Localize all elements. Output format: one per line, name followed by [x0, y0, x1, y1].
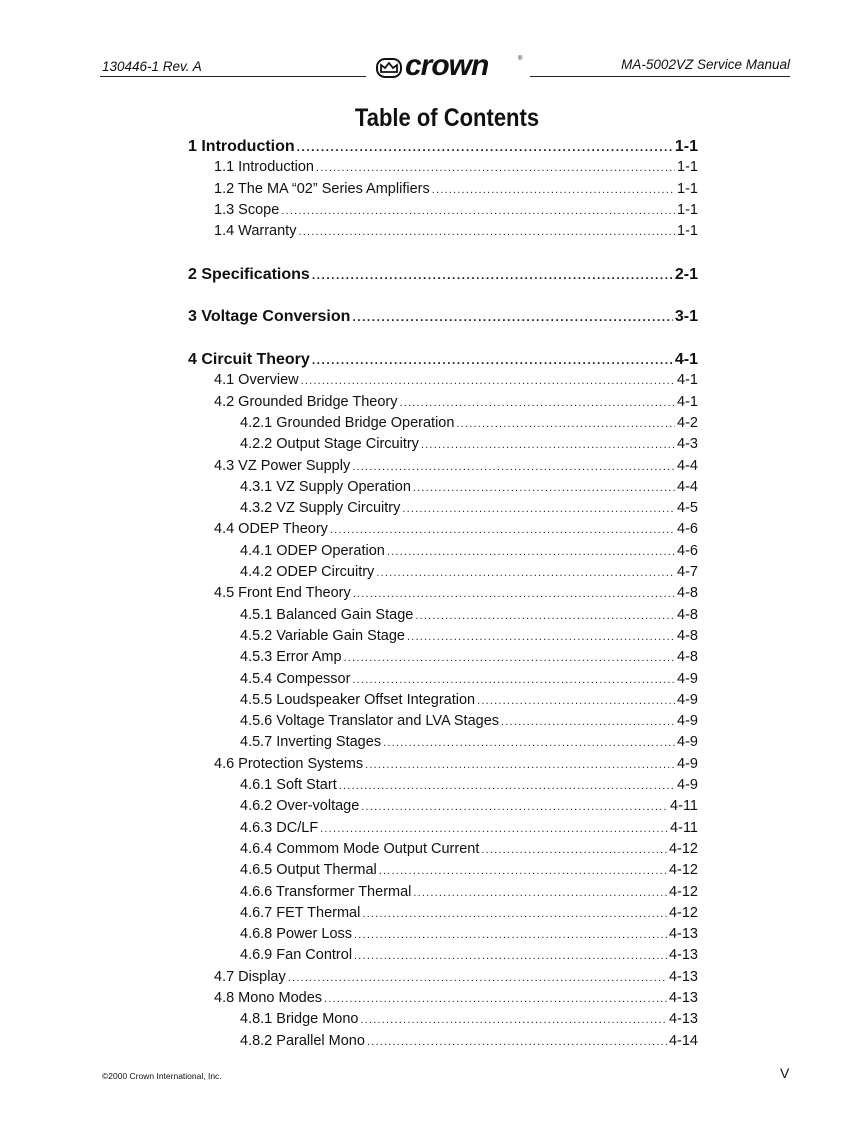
toc-entry-page: 4-11: [670, 798, 698, 815]
manual-title: MA-5002VZ Service Manual: [621, 57, 790, 72]
toc-subsection-entry: [240, 905, 698, 925]
toc-subsection-entry: [240, 1011, 698, 1031]
toc-section-entry: [214, 202, 698, 222]
toc-entry-page: 4-3: [677, 436, 698, 453]
logo-wordmark: crown: [405, 49, 489, 82]
toc-entry-label: 4.5.7 Inverting Stages: [240, 734, 382, 751]
toc-entry-label: 1 Introduction: [188, 138, 295, 155]
toc-section-entry: [214, 969, 698, 989]
toc-entry-label: 4.5 Front End Theory: [214, 585, 351, 602]
toc-chapter-entry: [188, 351, 698, 371]
dot-leader: [432, 184, 675, 196]
toc-entry-page: 4-6: [677, 521, 698, 538]
toc-section-entry: [214, 756, 698, 776]
dot-leader: [413, 887, 667, 899]
dot-leader: [456, 418, 675, 430]
dot-leader: [362, 908, 667, 920]
toc-entry-label: 1.4 Warranty: [214, 223, 297, 240]
toc-entry-label: 4.4.1 ODEP Operation: [240, 542, 385, 559]
toc-entry-label: 4.8.1 Bridge Mono: [240, 1011, 359, 1028]
toc-entry-page: 4-12: [668, 904, 698, 921]
toc-subsection-entry: [240, 628, 698, 648]
toc-chapter-entry: [188, 308, 698, 328]
dot-leader: [344, 652, 675, 664]
toc-entry-label: 4.5.4 Compessor: [240, 670, 351, 687]
page-header: [100, 49, 790, 82]
dot-leader: [352, 310, 672, 324]
toc-entry-page: 4-13: [668, 1011, 698, 1028]
toc-chapter-entry: [188, 138, 698, 158]
toc-entry-page: 4-9: [677, 777, 698, 793]
dot-leader: [361, 1014, 667, 1026]
toc-entry-page: 4-13: [668, 990, 698, 1006]
dot-leader: [361, 801, 668, 813]
dot-leader: [421, 439, 675, 451]
toc-entry-label: 2 Specifications: [188, 265, 310, 283]
toc-subsection-entry: [240, 862, 698, 882]
toc-entry-page: 4-9: [677, 670, 698, 687]
toc-entry-page: 4-14: [668, 1032, 698, 1049]
dot-leader: [353, 588, 675, 600]
toc-entry-page: 4-13: [668, 968, 698, 985]
toc-entry-label: 4.6 Protection Systems: [214, 755, 364, 772]
toc-subsection-entry: [240, 947, 698, 967]
crown-icon: [376, 58, 402, 78]
toc-subsection-entry: [240, 607, 698, 627]
dot-leader: [312, 268, 673, 282]
toc-subsection-entry: [240, 543, 698, 563]
toc-entry-page: 4-9: [677, 691, 698, 708]
dot-leader: [330, 524, 675, 536]
toc-section-entry: [214, 181, 698, 201]
toc-section-entry: [214, 394, 698, 414]
toc-entry-label: 4.4.2 ODEP Circuitry: [240, 564, 375, 580]
dot-leader: [402, 503, 675, 515]
toc-section-entry: [214, 585, 698, 605]
toc-entry-label: 4.5.5 Loudspeaker Offset Integration: [240, 691, 476, 708]
toc-entry-page: 4-9: [677, 734, 698, 751]
toc-entry-label: 4.6.7 FET Thermal: [240, 904, 361, 921]
toc-entry-label: 4.6.2 Over-voltage: [240, 798, 360, 815]
toc-entry-label: 4.7 Display: [214, 968, 286, 985]
toc-entry-label: 4.5.2 Variable Gain Stage: [240, 627, 405, 644]
toc-subsection-entry: [240, 734, 698, 754]
toc-entry-page: 1-1: [674, 138, 698, 155]
toc-entry-label: 4.6.8 Power Loss: [240, 926, 353, 943]
toc-subsection-entry: [240, 479, 698, 499]
header-rule-left: [100, 76, 366, 77]
toc-entry-page: 1-1: [677, 201, 698, 218]
dot-leader: [352, 461, 675, 473]
toc-entry-label: 4.6.9 Fan Control: [240, 947, 353, 964]
toc-entry-label: 4.5.6 Voltage Translator and LVA Stages: [240, 713, 500, 730]
page-title: Table of Contents: [354, 104, 540, 132]
toc-entry-page: 4-9: [677, 713, 698, 730]
toc-entry-page: 4-12: [668, 883, 698, 900]
toc-entry-page: 4-7: [677, 564, 698, 580]
dot-leader: [320, 823, 668, 835]
toc-subsection-entry: [240, 1033, 698, 1053]
toc-entry-label: 1.1 Introduction: [214, 159, 314, 176]
toc-section-entry: [214, 372, 698, 392]
toc-section-entry: [214, 458, 698, 478]
toc-subsection-entry: [240, 884, 698, 904]
toc-entry-label: 4.2.1 Grounded Bridge Operation: [240, 414, 455, 431]
toc-entry-page: 4-13: [668, 926, 698, 943]
toc-entry-page: 4-6: [677, 542, 698, 559]
dot-leader: [477, 695, 675, 707]
header-rule-right: [530, 76, 790, 77]
toc-entry-page: 4-5: [677, 500, 698, 517]
toc-entry-page: 2-1: [674, 265, 698, 283]
toc-subsection-entry: [240, 713, 698, 733]
dot-leader: [298, 226, 675, 238]
toc-section-entry: [214, 159, 698, 179]
toc-entry-page: 4-12: [668, 840, 698, 857]
toc-entry-page: 4-4: [677, 457, 698, 474]
document-number: 130446-1 Rev. A: [102, 59, 202, 74]
toc-subsection-entry: [240, 500, 698, 520]
toc-entry-label: 4.1 Overview: [214, 372, 299, 389]
toc-entry-page: 1-1: [677, 180, 698, 197]
dot-leader: [400, 397, 676, 409]
toc-entry-page: 4-1: [677, 393, 698, 410]
toc-subsection-entry: [240, 820, 698, 840]
copyright-notice: ©2000 Crown International, Inc.: [102, 1071, 222, 1081]
toc-entry-label: 1.3 Scope: [214, 201, 280, 218]
toc-entry-label: 4.6.4 Commom Mode Output Current: [240, 840, 480, 857]
toc-entry-page: 4-1: [677, 372, 698, 389]
toc-entry-label: 4.8.2 Parallel Mono: [240, 1032, 365, 1049]
toc-chapter-entry: [188, 266, 698, 286]
dot-leader: [339, 780, 675, 792]
toc-entry-page: 4-8: [677, 649, 698, 666]
toc-subsection-entry: [240, 671, 698, 691]
toc-subsection-entry: [240, 926, 698, 946]
toc-entry-page: 4-8: [677, 627, 698, 644]
toc-entry-label: 4.6.5 Output Thermal: [240, 862, 377, 879]
dot-leader: [407, 631, 675, 643]
toc-section-entry: [214, 521, 698, 541]
toc-entry-label: 4 Circuit Theory: [188, 351, 310, 368]
toc-entry-page: 4-9: [677, 755, 698, 772]
toc-entry-label: 4.4 ODEP Theory: [214, 521, 328, 538]
toc-subsection-entry: [240, 692, 698, 712]
toc-entry-label: 4.3.2 VZ Supply Circuitry: [240, 500, 401, 517]
toc-entry-page: 4-1: [674, 351, 698, 368]
toc-entry-label: 4.3 VZ Power Supply: [214, 457, 351, 474]
dot-leader: [415, 610, 675, 622]
dot-leader: [301, 375, 675, 387]
toc-entry-page: 1-1: [677, 159, 698, 176]
toc-entry-label: 4.2 Grounded Bridge Theory: [214, 393, 398, 410]
dot-leader: [352, 674, 675, 686]
toc-entry-page: 4-2: [677, 414, 698, 431]
dot-leader: [316, 162, 675, 174]
registered-mark: ®: [518, 56, 523, 62]
toc-subsection-entry: [240, 841, 698, 861]
toc-entry-page: 4-12: [668, 862, 698, 879]
toc-entry-page: 3-1: [674, 308, 698, 326]
toc-subsection-entry: [240, 649, 698, 669]
toc-section-entry: [214, 990, 698, 1010]
toc-entry-page: 1-1: [677, 223, 698, 240]
toc-entry-page: 4-4: [677, 478, 698, 495]
dot-leader: [288, 972, 667, 984]
dot-leader: [501, 716, 675, 728]
dot-leader: [324, 993, 667, 1005]
toc-entry-page: 4-8: [677, 606, 698, 623]
toc-entry-label: 1.2 The MA “02” Series Amplifiers: [214, 180, 430, 197]
dot-leader: [413, 482, 675, 494]
toc-entry-label: 4.5.3 Error Amp: [240, 649, 342, 666]
dot-leader: [379, 865, 667, 877]
dot-leader: [281, 205, 675, 217]
toc-subsection-entry: [240, 436, 698, 456]
dot-leader: [354, 950, 667, 962]
dot-leader: [383, 737, 675, 749]
dot-leader: [376, 567, 675, 579]
dot-leader: [312, 353, 673, 367]
toc-entry-label: 4.6.6 Transformer Thermal: [240, 883, 412, 900]
toc-entry-label: 4.6.3 DC/LF: [240, 819, 319, 836]
toc-entry-label: 4.3.1 VZ Supply Operation: [240, 478, 411, 495]
dot-leader: [387, 546, 675, 558]
toc-entry-page: 4-11: [670, 819, 698, 836]
toc-entry-label: 4.5.1 Balanced Gain Stage: [240, 606, 414, 623]
toc-entry-label: 4.6.1 Soft Start: [240, 777, 337, 793]
toc-subsection-entry: [240, 415, 698, 435]
dot-leader: [354, 929, 667, 941]
dot-leader: [481, 844, 667, 856]
toc-subsection-entry: [240, 798, 698, 818]
toc-section-entry: [214, 223, 698, 243]
dot-leader: [297, 140, 673, 154]
toc-subsection-entry: [240, 564, 698, 584]
dot-leader: [367, 1036, 667, 1048]
page-number: V: [780, 1065, 790, 1081]
toc-entry-page: 4-13: [668, 947, 698, 964]
toc-entry-label: 4.8 Mono Modes: [214, 990, 323, 1006]
toc-entry-label: 4.2.2 Output Stage Circuitry: [240, 436, 419, 453]
toc-subsection-entry: [240, 777, 698, 797]
toc-entry-page: 4-8: [677, 585, 698, 602]
toc-entry-label: 3 Voltage Conversion: [188, 308, 351, 326]
crown-logo: [376, 49, 524, 82]
dot-leader: [365, 759, 675, 771]
